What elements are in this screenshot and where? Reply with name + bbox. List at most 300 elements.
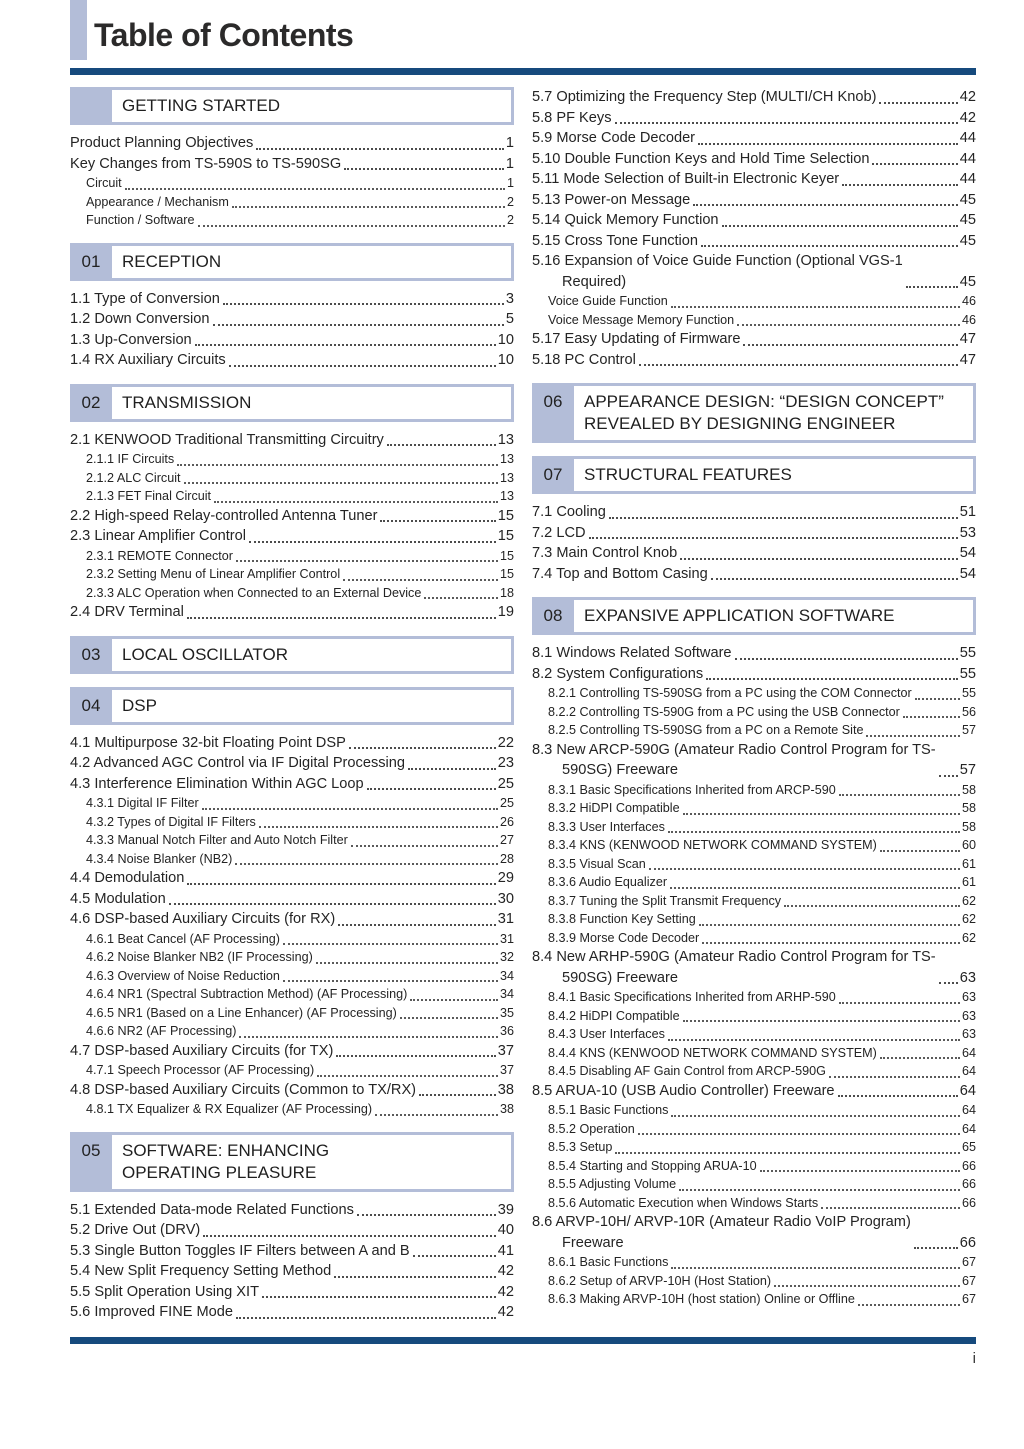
dot-leader	[424, 597, 498, 599]
dot-leader	[317, 1075, 498, 1077]
toc-entry	[86, 193, 514, 212]
toc-entry-text: 4.6.5 NR1 (Based on a Line Enhancer) (AF Processing)	[86, 1005, 397, 1020]
page-ref: 36	[499, 1024, 514, 1038]
section-header	[532, 456, 976, 494]
dot-leader	[375, 1114, 498, 1116]
toc-entry-text: Appearance / Mechanism	[86, 194, 229, 209]
dot-leader	[839, 1002, 960, 1004]
dot-leader	[615, 122, 958, 124]
dot-leader	[214, 501, 498, 503]
page-ref: 66	[961, 1195, 976, 1210]
toc-entry	[548, 781, 976, 800]
toc-entry	[70, 526, 514, 547]
toc-entry	[532, 251, 976, 292]
toc-entry-text: 5.11 Mode Selection of Built-in Electronic Keyer	[532, 171, 840, 187]
dot-leader	[408, 768, 496, 770]
page-ref: 39	[497, 1201, 514, 1218]
toc-entry	[86, 547, 514, 566]
page-ref: 2	[506, 213, 514, 227]
toc-entry	[532, 523, 976, 544]
dot-leader	[380, 520, 495, 522]
dot-leader	[609, 517, 958, 519]
toc-entry-text: 7.3 Main Control Knob	[532, 545, 678, 561]
dot-leader	[203, 1235, 495, 1237]
dot-leader	[202, 808, 498, 810]
section-title: SOFTWARE: ENHANCING OPERATING PLEASURE	[112, 1135, 511, 1189]
toc-entry-text: Voice Message Memory Function	[548, 312, 735, 327]
section-title: APPEARANCE DESIGN: “DESIGN CONCEPT” REVEALED BY DESIGNING ENGINEER	[574, 386, 973, 440]
toc-entry-text: 2.1.2 ALC Circuit	[86, 470, 181, 485]
dot-leader	[737, 324, 960, 326]
dot-leader	[879, 102, 957, 104]
section-number: 05	[81, 1140, 101, 1160]
toc-entry-text: 8.2 System Configurations	[532, 665, 704, 682]
toc-entry-text: 8.6.2 Setup of ARVP-10H (Host Station)	[548, 1273, 772, 1288]
dot-leader	[702, 942, 960, 944]
dot-leader	[235, 863, 498, 865]
dot-leader	[671, 306, 960, 308]
toc-entry-text: 8.3.3 User Interfaces	[548, 819, 665, 834]
toc-entry-text: 4.1 Multipurpose 32-bit Floating Point DSP	[70, 734, 346, 751]
toc-entry	[70, 154, 514, 175]
toc-entry	[532, 564, 976, 585]
toc-entry-text: 8.4.4 KNS (KENWOOD NETWORK COMMAND SYSTEM)	[548, 1045, 877, 1060]
section-title: EXPANSIVE APPLICATION SOFTWARE	[574, 600, 973, 632]
toc-entry-text: Circuit	[86, 176, 122, 190]
toc-entry	[548, 799, 976, 818]
toc-entry	[548, 818, 976, 837]
dot-leader	[880, 1057, 960, 1059]
dot-leader	[283, 943, 498, 945]
page-ref: 1	[505, 135, 514, 151]
dot-leader	[671, 1115, 960, 1117]
page-ref: 64	[961, 1103, 976, 1117]
toc-entry	[548, 873, 976, 892]
toc-entry	[548, 292, 976, 311]
toc-entry	[532, 169, 976, 190]
page-ref: 67	[961, 1292, 976, 1306]
section-header	[70, 1132, 514, 1192]
page-ref: 31	[497, 911, 514, 927]
dot-leader	[638, 1133, 960, 1135]
toc-entry	[548, 1120, 976, 1139]
dot-leader	[760, 1170, 960, 1172]
toc-entry	[70, 909, 514, 930]
section-number	[70, 90, 112, 122]
toc-entry	[548, 836, 976, 855]
toc-entry-text: 8.2.5 Controlling TS-590SG from a PC on a Remote Site	[548, 723, 864, 737]
toc-entry	[70, 774, 514, 795]
page-ref: 13	[499, 470, 514, 485]
dot-leader	[671, 1267, 960, 1269]
page-ref: 35	[499, 1005, 514, 1020]
page-ref: 60	[961, 838, 976, 852]
page-ref: 67	[961, 1255, 976, 1269]
title-accent-bar	[70, 0, 87, 60]
dot-leader	[283, 980, 498, 982]
dot-leader	[187, 883, 495, 885]
toc-entry	[86, 565, 514, 584]
toc-entry	[70, 350, 514, 371]
toc-entry-text: 8.1 Windows Related Software	[532, 645, 732, 661]
toc-entry	[70, 1261, 514, 1282]
page-ref: 44	[959, 171, 976, 187]
toc-entry	[548, 1007, 976, 1026]
page-ref: 58	[961, 819, 976, 834]
toc-entry	[70, 506, 514, 527]
dot-leader	[410, 999, 498, 1001]
page-ref: 55	[961, 686, 976, 700]
dot-leader	[735, 658, 958, 660]
toc-entry	[86, 469, 514, 488]
page-ref: 25	[497, 775, 514, 792]
toc-entry	[548, 855, 976, 874]
section-number: 02	[81, 392, 101, 412]
toc-entry-text: 8.3.7 Tuning the Split Transmit Frequency	[548, 893, 782, 908]
toc-entry-text: 1.2 Down Conversion	[70, 311, 210, 327]
dot-leader	[706, 678, 958, 680]
section-header	[70, 384, 514, 422]
toc-entry-text: 4.8.1 TX Equalizer & RX Equalizer (AF Processing)	[86, 1102, 373, 1116]
dot-leader	[866, 735, 960, 737]
dot-leader	[249, 541, 496, 543]
page-ref: 61	[961, 856, 976, 871]
toc-entry	[532, 108, 976, 129]
page-ref: 45	[959, 273, 976, 290]
dot-leader	[236, 560, 498, 562]
dot-leader	[903, 716, 960, 718]
dot-leader	[858, 1304, 960, 1306]
toc-entry	[70, 733, 514, 754]
dot-leader	[236, 1317, 496, 1319]
toc-entry	[548, 703, 976, 722]
section-title: TRANSMISSION	[112, 387, 511, 419]
toc-entry	[548, 1044, 976, 1063]
dot-leader	[880, 850, 960, 852]
toc-entry-text: 4.7.1 Speech Processor (AF Processing)	[86, 1063, 315, 1077]
page-ref: 42	[497, 1263, 514, 1279]
toc-entry	[532, 947, 976, 988]
toc-entry	[548, 721, 976, 740]
dot-leader	[784, 905, 960, 907]
toc-entry-text: 8.6 ARVP-10H/ ARVP-10R (Amateur Radio VoIP Program) Freeware	[532, 1214, 911, 1251]
page-ref: 23	[497, 755, 514, 771]
page-ref: 18	[499, 585, 514, 600]
page-ref: 38	[497, 1081, 514, 1098]
toc-entry-text: Key Changes from TS-590S to TS-590SG	[70, 155, 342, 172]
dot-leader	[169, 903, 496, 905]
toc-entry-text: 8.5.1 Basic Functions	[548, 1103, 669, 1117]
dot-leader	[915, 698, 960, 700]
dot-leader	[338, 924, 496, 926]
page-ref: 28	[499, 851, 514, 866]
page-ref: 40	[497, 1222, 514, 1238]
toc-entry-text: 2.3.2 Setting Menu of Linear Amplifier Control	[86, 567, 341, 581]
dot-leader	[387, 444, 496, 446]
toc-entry	[532, 543, 976, 564]
toc-entry	[70, 1041, 514, 1062]
toc-entry	[86, 831, 514, 850]
page-ref: 32	[499, 950, 514, 964]
dot-leader	[413, 1255, 496, 1257]
section-header	[532, 383, 976, 443]
page-ref: 56	[961, 704, 976, 719]
toc-entry-text: 8.3.2 HiDPI Compatible	[548, 801, 680, 815]
page-ref: 22	[497, 734, 514, 751]
toc-entry-text: 5.13 Power-on Message	[532, 191, 691, 208]
toc-columns	[70, 87, 976, 1323]
toc-entry	[70, 430, 514, 451]
toc-entry-text: 5.3 Single Button Toggles IF Filters between A and B	[70, 1242, 410, 1259]
toc-entry	[548, 1025, 976, 1044]
dot-leader	[699, 924, 960, 926]
toc-entry-text: 2.1.3 FET Final Circuit	[86, 489, 212, 503]
toc-entry-text: 7.1 Cooling	[532, 504, 606, 520]
section-number: 07	[543, 465, 563, 484]
toc-entry-text: 4.6.4 NR1 (Spectral Subtraction Method) (AF Processing)	[86, 987, 408, 1001]
dot-leader	[639, 364, 958, 366]
toc-column-left	[70, 87, 514, 1323]
toc-entry-text: 4.3 Interference Elimination Within AGC Loop	[70, 775, 364, 792]
toc-entry-text: 5.15 Cross Tone Function	[532, 232, 699, 249]
toc-entry-text: 4.3.1 Digital IF Filter	[86, 796, 199, 810]
page-ref: 45	[959, 212, 976, 228]
page-ref: 54	[959, 545, 976, 561]
toc-entry	[548, 311, 976, 330]
toc-entry-text: 2.1 KENWOOD Traditional Transmitting Circuitry	[70, 431, 384, 448]
section-title: DSP	[112, 690, 511, 722]
toc-entry-text: 8.4 New ARHP-590G (Amateur Radio Control Program for TS- 590SG) Freeware	[532, 949, 936, 986]
dot-leader	[589, 537, 958, 539]
toc-column-right	[532, 87, 976, 1309]
dot-leader	[615, 1152, 960, 1154]
dot-leader	[125, 188, 505, 190]
page-ref: 64	[961, 1121, 976, 1136]
toc-entry	[86, 1004, 514, 1023]
toc-entry	[70, 1080, 514, 1101]
toc-entry	[532, 1081, 976, 1102]
page-ref: 46	[961, 312, 976, 327]
toc-entry	[86, 1022, 514, 1041]
dot-leader	[693, 204, 958, 206]
toc-entry	[532, 350, 976, 371]
page-ref: 42	[959, 109, 976, 126]
page-ref: 53	[959, 524, 976, 541]
page-ref: 66	[961, 1158, 976, 1173]
toc-entry	[86, 985, 514, 1004]
dot-leader	[670, 887, 960, 889]
toc-entry-text: 2.4 DRV Terminal	[70, 604, 184, 620]
page-ref: 26	[499, 814, 514, 829]
toc-entry-text-continuation: 590SG) Freeware	[562, 762, 678, 778]
toc-entry-text: 8.5.5 Adjusting Volume	[548, 1177, 677, 1191]
toc-entry	[86, 174, 514, 193]
toc-entry-text: 5.2 Drive Out (DRV)	[70, 1222, 201, 1238]
page-ref: 47	[959, 331, 976, 347]
toc-entry-text: 8.5.6 Automatic Execution when Windows Starts	[548, 1195, 819, 1210]
dot-leader	[821, 1207, 960, 1209]
toc-entry	[548, 684, 976, 703]
page-ref: 62	[961, 893, 976, 908]
page-ref: 5	[505, 311, 514, 327]
dot-leader	[213, 324, 504, 326]
page-ref: 51	[959, 504, 976, 520]
page-ref: 55	[959, 645, 976, 661]
toc-entry-text: 8.5 ARUA-10 (USB Audio Controller) Freeware	[532, 1082, 835, 1099]
toc-entry	[70, 289, 514, 310]
toc-entry	[532, 329, 976, 350]
page-ref: 25	[499, 796, 514, 810]
page-ref: 67	[961, 1273, 976, 1288]
toc-entry-text: 4.5 Modulation	[70, 890, 166, 907]
section-number: 03	[81, 644, 101, 664]
toc-entry	[548, 892, 976, 911]
dot-leader	[683, 813, 960, 815]
page-ref: 15	[497, 507, 514, 524]
page-ref: 66	[959, 1234, 976, 1251]
toc-entry-text: 5.10 Double Function Keys and Hold Time Selection	[532, 150, 870, 167]
dot-leader	[343, 579, 498, 581]
section-title: LOCAL OSCILLATOR	[112, 639, 511, 671]
toc-entry	[548, 1253, 976, 1272]
dot-leader	[400, 1017, 498, 1019]
toc-entry	[532, 149, 976, 170]
toc-entry	[532, 1212, 976, 1253]
toc-entry-text-continuation: Required)	[562, 273, 627, 290]
dot-leader	[184, 482, 498, 484]
toc-entry-text-continuation: 590SG) Freeware	[562, 969, 678, 986]
section-title: GETTING STARTED	[112, 90, 511, 122]
dot-leader	[680, 558, 958, 560]
dot-leader	[774, 1285, 960, 1287]
section-header	[70, 636, 514, 674]
toc-entry-text: 8.4.3 User Interfaces	[548, 1027, 665, 1041]
toc-entry-text: 4.7 DSP-based Auxiliary Circuits (for TX)	[70, 1042, 334, 1059]
page-ref: 65	[961, 1140, 976, 1154]
toc-entry-text: 8.4.5 Disabling AF Gain Control from ARCP-590G	[548, 1064, 826, 1078]
toc-entry-text: 5.6 Improved FINE Mode	[70, 1304, 234, 1320]
page-ref: 58	[961, 782, 976, 797]
page-ref: 41	[497, 1242, 514, 1259]
toc-entry-text: 2.3.1 REMOTE Connector	[86, 548, 233, 563]
page-ref: 44	[959, 150, 976, 167]
page-ref: 10	[497, 352, 514, 368]
toc-entry-text: 8.6.3 Making ARVP-10H (host station) Online or Offline	[548, 1292, 855, 1306]
page-ref: 66	[961, 1177, 976, 1191]
dot-leader	[344, 168, 504, 170]
toc-entry-text: 5.18 PC Control	[532, 351, 636, 368]
toc-entry	[86, 794, 514, 813]
toc-entry-text: 8.3.9 Morse Code Decoder	[548, 930, 700, 945]
toc-entry-text: 8.4.1 Basic Specifications Inherited from ARHP-590	[548, 990, 836, 1004]
toc-entry	[70, 602, 514, 623]
toc-entry-text: 2.1.1 IF Circuits	[86, 452, 175, 466]
toc-entry-text: 4.4 Demodulation	[70, 870, 185, 886]
toc-entry	[86, 211, 514, 230]
toc-entry-text: 7.2 LCD	[532, 524, 586, 541]
toc-entry-text: 5.8 PF Keys	[532, 109, 612, 126]
toc-entry	[86, 948, 514, 967]
page-title: Table of Contents	[94, 17, 354, 53]
page-ref: 19	[497, 604, 514, 620]
toc-entry	[548, 1194, 976, 1213]
dot-leader	[195, 344, 496, 346]
dot-leader	[229, 365, 496, 367]
page-ref: 15	[497, 528, 514, 544]
toc-entry	[70, 1220, 514, 1241]
toc-entry	[86, 1100, 514, 1119]
section-title: RECEPTION	[112, 246, 511, 278]
toc-entry	[532, 664, 976, 685]
toc-entry	[532, 210, 976, 231]
toc-entry-text: 4.6.2 Noise Blanker NB2 (IF Processing)	[86, 950, 313, 964]
dot-leader	[262, 1296, 496, 1298]
page-ref: 63	[959, 969, 976, 986]
toc-entry	[548, 1062, 976, 1081]
dot-leader	[829, 1076, 960, 1078]
toc-entry	[532, 87, 976, 108]
dot-leader	[187, 617, 496, 619]
toc-entry	[70, 753, 514, 774]
toc-entry-text: 5.9 Morse Code Decoder	[532, 130, 696, 146]
page-ref: 63	[961, 1027, 976, 1041]
page-ref: 61	[961, 875, 976, 889]
dot-leader	[334, 1276, 496, 1278]
dot-leader	[259, 826, 498, 828]
page-ref: 34	[499, 987, 514, 1001]
page-ref: 27	[499, 833, 514, 847]
section-header	[532, 597, 976, 635]
dot-leader	[419, 1094, 496, 1096]
page-ref: 15	[499, 548, 514, 563]
toc-entry	[86, 1061, 514, 1080]
page-ref: 15	[499, 567, 514, 581]
toc-entry	[70, 309, 514, 330]
toc-entry-text: 8.5.4 Starting and Stopping ARUA-10	[548, 1158, 757, 1173]
dot-leader	[683, 1020, 960, 1022]
toc-entry	[548, 1138, 976, 1157]
toc-entry-text: 4.6.3 Overview of Noise Reduction	[86, 968, 280, 983]
toc-entry	[86, 487, 514, 506]
toc-entry	[532, 231, 976, 252]
page-ref: 62	[961, 912, 976, 926]
toc-entry-text-continuation: Freeware	[562, 1234, 624, 1251]
toc-entry-text: 4.6 DSP-based Auxiliary Circuits (for RX)	[70, 911, 336, 927]
dot-leader	[316, 962, 498, 964]
page-ref: 30	[497, 890, 514, 907]
section-header	[70, 243, 514, 281]
page-ref: 1	[505, 155, 514, 172]
toc-entry	[532, 740, 976, 781]
dot-leader	[336, 1055, 495, 1057]
dot-leader	[711, 578, 958, 580]
toc-entry-text: 8.2.2 Controlling TS-590G from a PC using the USB Connector	[548, 704, 900, 719]
toc-entry	[548, 910, 976, 929]
toc-entry-text: 8.3.1 Basic Specifications Inherited from ARCP-590	[548, 782, 836, 797]
toc-entry	[548, 929, 976, 948]
toc-entry-text: 5.16 Expansion of Voice Guide Function (Optional VGS-1 Required)	[532, 253, 903, 290]
page-ref: 64	[961, 1045, 976, 1060]
page-ref: 64	[961, 1064, 976, 1078]
dot-leader	[939, 982, 958, 984]
page-ref: 57	[961, 723, 976, 737]
toc-entry	[70, 330, 514, 351]
page-ref: 45	[959, 232, 976, 249]
page-ref: 1	[506, 176, 514, 190]
section-title: STRUCTURAL FEATURES	[574, 459, 973, 491]
dot-leader	[351, 845, 498, 847]
toc-entry	[70, 1282, 514, 1303]
